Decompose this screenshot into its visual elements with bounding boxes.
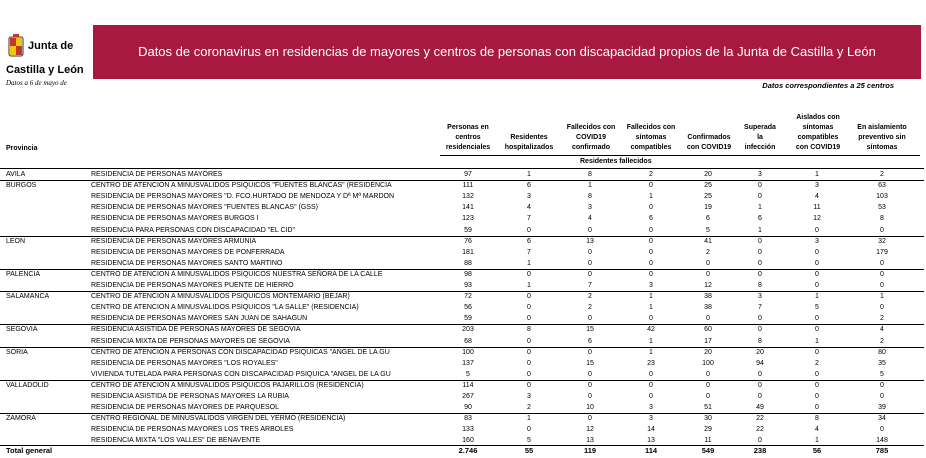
table-row xyxy=(0,248,926,257)
cell-fallecidos-confirmado: 0 xyxy=(588,371,592,378)
row-center: RESIDENCIA ASISTIDA DE PERSONAS MAYORES LA RUBIA xyxy=(91,393,289,400)
cell-aislamiento: 2 xyxy=(880,315,884,322)
cell-fallecidos-sintomas: 1 xyxy=(649,338,653,345)
cell-personas: 97 xyxy=(464,171,472,178)
cell-fallecidos-confirmado: 1 xyxy=(588,182,592,189)
table-row xyxy=(0,414,926,423)
cell-personas: 59 xyxy=(464,315,472,322)
cell-aislamiento: 1 xyxy=(880,293,884,300)
cell-confirmados: 100 xyxy=(702,360,714,367)
row-center: RESIDENCIA DE PERSONAS MAYORES SAN JUAN DE SAHAGUN xyxy=(91,315,308,322)
table-row xyxy=(0,226,926,235)
cell-aislamiento: 35 xyxy=(878,360,886,367)
cell-superada: 49 xyxy=(756,404,764,411)
table-row xyxy=(0,203,926,212)
row-center: RESIDENCIA DE PERSONAS MAYORES "FUENTES BLANCAS" (GSS) xyxy=(91,204,318,211)
table-row xyxy=(0,181,926,190)
cell-superada: 7 xyxy=(758,304,762,311)
cell-confirmados: 30 xyxy=(704,415,712,422)
cell-aislados: 0 xyxy=(815,393,819,400)
header-provincia: Provincia xyxy=(6,145,38,152)
cell-superada: 8 xyxy=(758,338,762,345)
cell-fallecidos-sintomas: 0 xyxy=(649,393,653,400)
cell-aislamiento: 0 xyxy=(880,304,884,311)
header-superada: Superada la infección xyxy=(744,124,776,151)
header-confirmados: Confirmados con COVID19 xyxy=(686,134,732,151)
cell-fallecidos-sintomas: 6 xyxy=(649,215,653,222)
cell-fallecidos-sintomas: 1 xyxy=(649,304,653,311)
cell-hospitalizados: 4 xyxy=(527,204,531,211)
cell-hospitalizados: 7 xyxy=(527,249,531,256)
cell-aislados: 0 xyxy=(815,371,819,378)
row-province: SEGOVIA xyxy=(6,326,38,333)
row-center: VIVIENDA TUTELADA PARA PERSONAS CON DISCAPACIDAD PSIQUICA "ANGEL DE LA GU xyxy=(91,371,391,378)
logo-line1: Junta de xyxy=(28,40,74,52)
cell-aislamiento: 2 xyxy=(880,171,884,178)
cell-superada: 0 xyxy=(758,260,762,267)
cell-superada: 6 xyxy=(758,215,762,222)
cell-aislados: 0 xyxy=(815,249,819,256)
total-fallecidos-sintomas: 114 xyxy=(644,446,658,455)
cell-personas: 111 xyxy=(462,182,474,189)
cell-fallecidos-sintomas: 2 xyxy=(649,171,653,178)
cell-aislamiento: 53 xyxy=(878,204,886,211)
cell-fallecidos-sintomas: 3 xyxy=(649,415,653,422)
cell-confirmados: 0 xyxy=(706,382,710,389)
cell-personas: 88 xyxy=(464,260,472,267)
cell-aislados: 0 xyxy=(815,326,819,333)
cell-confirmados: 12 xyxy=(704,282,712,289)
cell-fallecidos-sintomas: 0 xyxy=(649,227,653,234)
table-row xyxy=(0,425,926,434)
cell-personas: 100 xyxy=(462,349,474,356)
row-center: RESIDENCIA DE PERSONAS MAYORES SANTO MARTINO xyxy=(91,260,283,267)
cell-personas: 83 xyxy=(464,415,472,422)
cell-fallecidos-confirmado: 0 xyxy=(588,315,592,322)
table-row xyxy=(0,370,926,379)
cell-hospitalizados: 0 xyxy=(527,360,531,367)
cell-aislamiento: 0 xyxy=(880,382,884,389)
cell-confirmados: 0 xyxy=(706,271,710,278)
cell-hospitalizados: 2 xyxy=(527,404,531,411)
cell-fallecidos-confirmado: 2 xyxy=(588,293,592,300)
cell-fallecidos-sintomas: 14 xyxy=(647,426,655,433)
title-banner xyxy=(93,25,921,79)
table-row xyxy=(0,281,926,290)
cell-superada: 0 xyxy=(758,382,762,389)
cell-fallecidos-sintomas: 13 xyxy=(647,437,655,444)
cell-fallecidos-confirmado: 0 xyxy=(588,271,592,278)
header-aislados: Aislados con síntomas compatibles con COVID19 xyxy=(795,114,841,151)
cell-hospitalizados: 6 xyxy=(527,238,531,245)
cell-aislamiento: 179 xyxy=(876,249,888,256)
cell-aislados: 0 xyxy=(815,227,819,234)
cell-aislamiento: 0 xyxy=(880,271,884,278)
cell-confirmados: 6 xyxy=(706,215,710,222)
cell-fallecidos-confirmado: 0 xyxy=(588,349,592,356)
cell-fallecidos-confirmado: 3 xyxy=(588,204,592,211)
header-fallecidos-sintomas: Fallecidos con síntomas compatibles xyxy=(626,124,676,151)
table-row xyxy=(0,392,926,401)
cell-aislados: 0 xyxy=(815,271,819,278)
table-row xyxy=(0,436,926,445)
cell-fallecidos-confirmado: 8 xyxy=(588,193,592,200)
cell-confirmados: 20 xyxy=(704,349,712,356)
total-confirmados: 549 xyxy=(701,446,715,455)
cell-aislamiento: 0 xyxy=(880,260,884,267)
row-center: CENTRO DE ATENCION A MINUSVALIDOS PSIQUICOS "LA SALLE" (RESIDENCIA) xyxy=(91,304,359,311)
cell-personas: 76 xyxy=(464,238,472,245)
cell-hospitalizados: 0 xyxy=(527,227,531,234)
cell-fallecidos-sintomas: 3 xyxy=(649,404,653,411)
cell-confirmados: 51 xyxy=(704,404,712,411)
row-center: RESIDENCIA DE PERSONAS MAYORES ARMUNIA xyxy=(91,238,257,245)
cell-aislamiento: 103 xyxy=(876,193,888,200)
cell-personas: 90 xyxy=(464,404,472,411)
cell-aislados: 0 xyxy=(815,382,819,389)
row-center: RESIDENCIA DE PERSONAS MAYORES "LOS ROYALES" xyxy=(91,360,278,367)
cell-superada: 0 xyxy=(758,326,762,333)
cell-confirmados: 0 xyxy=(706,371,710,378)
cell-fallecidos-sintomas: 0 xyxy=(649,382,653,389)
cell-confirmados: 41 xyxy=(704,238,712,245)
table-row xyxy=(0,314,926,323)
cell-confirmados: 2 xyxy=(706,249,710,256)
cell-confirmados: 38 xyxy=(704,304,712,311)
row-center: RESIDENCIA DE PERSONAS MAYORES DE PARQUESOL xyxy=(91,404,280,411)
cell-fallecidos-sintomas: 0 xyxy=(649,371,653,378)
cell-aislados: 5 xyxy=(815,304,819,311)
cell-aislados: 2 xyxy=(815,360,819,367)
cell-superada: 1 xyxy=(758,204,762,211)
cell-hospitalizados: 1 xyxy=(527,282,531,289)
row-center: RESIDENCIA ASISTIDA DE PERSONAS MAYORES DE SEGOVIA xyxy=(91,326,301,333)
cell-hospitalizados: 1 xyxy=(527,171,531,178)
row-province: BURGOS xyxy=(6,182,37,189)
cell-aislamiento: 80 xyxy=(878,349,886,356)
row-center: CENTRO DE ATENCION A PERSONAS CON DISCAPACIDAD PSIQUICAS "ANGEL DE LA GU xyxy=(91,349,390,356)
cell-personas: 160 xyxy=(462,437,474,444)
table-row xyxy=(0,325,926,334)
row-province: PALENCIA xyxy=(6,271,41,278)
cell-aislados: 0 xyxy=(815,404,819,411)
cell-personas: 93 xyxy=(464,282,472,289)
total-aislamiento: 785 xyxy=(875,446,889,455)
cell-superada: 22 xyxy=(756,415,764,422)
cell-aislamiento: 4 xyxy=(880,326,884,333)
cell-hospitalizados: 0 xyxy=(527,315,531,322)
row-center: CENTRO DE ATENCION A MINUSVALIDOS PSIQUICOS "FUENTES BLANCAS" (RESIDENCIA xyxy=(91,182,392,189)
cell-hospitalizados: 0 xyxy=(527,293,531,300)
cell-fallecidos-sintomas: 0 xyxy=(649,260,653,267)
cell-fallecidos-confirmado: 0 xyxy=(588,415,592,422)
cell-fallecidos-sintomas: 0 xyxy=(649,204,653,211)
row-center: RESIDENCIA DE PERSONAS MAYORES BURGOS I xyxy=(91,215,259,222)
row-center: RESIDENCIA PARA PERSONAS CON DISCAPACIDAD "EL CID" xyxy=(91,227,295,234)
cell-superada: 0 xyxy=(758,393,762,400)
cell-fallecidos-confirmado: 4 xyxy=(588,215,592,222)
total-personas: 2.746 xyxy=(458,446,478,455)
table-row xyxy=(0,348,926,357)
cell-superada: 20 xyxy=(756,349,764,356)
cell-aislados: 1 xyxy=(815,293,819,300)
row-center: CENTRO DE ATENCION A MINUSVALIDOS PSIQUICOS NUESTRA SEÑORA DE LA CALLE xyxy=(91,271,383,278)
cell-confirmados: 5 xyxy=(706,227,710,234)
cell-fallecidos-sintomas: 42 xyxy=(647,326,655,333)
cell-personas: 132 xyxy=(462,193,474,200)
cell-confirmados: 60 xyxy=(704,326,712,333)
cell-personas: 203 xyxy=(462,326,474,333)
cell-fallecidos-sintomas: 0 xyxy=(649,182,653,189)
total-superada: 238 xyxy=(753,446,767,455)
cell-confirmados: 0 xyxy=(706,260,710,267)
row-province: AVILA xyxy=(6,171,26,178)
cell-superada: 0 xyxy=(758,437,762,444)
cell-fallecidos-confirmado: 0 xyxy=(588,393,592,400)
cell-fallecidos-sintomas: 0 xyxy=(649,271,653,278)
cell-fallecidos-confirmado: 12 xyxy=(586,426,594,433)
cell-hospitalizados: 7 xyxy=(527,215,531,222)
table-row xyxy=(0,170,926,179)
cell-aislados: 11 xyxy=(813,204,821,211)
cell-confirmados: 20 xyxy=(704,171,712,178)
row-center: RESIDENCIA DE PERSONAS MAYORES PUENTE DE HIERRO xyxy=(91,282,294,289)
total-fallecidos-confirmado: 119 xyxy=(583,446,597,455)
cell-fallecidos-confirmado: 15 xyxy=(586,326,594,333)
row-center: CENTRO DE ATENCION A MINUSVALIDOS PSIQUICOS MONTEMARIO (BEJAR) xyxy=(91,293,350,300)
cell-superada: 8 xyxy=(758,282,762,289)
cell-fallecidos-confirmado: 7 xyxy=(588,282,592,289)
cell-superada: 0 xyxy=(758,315,762,322)
cell-hospitalizados: 3 xyxy=(527,393,531,400)
cell-personas: 114 xyxy=(462,382,474,389)
cell-fallecidos-sintomas: 1 xyxy=(649,349,653,356)
table-row xyxy=(0,270,926,279)
cell-personas: 59 xyxy=(464,227,472,234)
cell-fallecidos-confirmado: 0 xyxy=(588,227,592,234)
table-row xyxy=(0,214,926,223)
cell-hospitalizados: 1 xyxy=(527,415,531,422)
cell-aislados: 0 xyxy=(815,260,819,267)
cell-fallecidos-sintomas: 3 xyxy=(649,282,653,289)
table-row xyxy=(0,292,926,301)
cell-aislamiento: 5 xyxy=(880,371,884,378)
row-province: SALAMANCA xyxy=(6,293,50,300)
row-center: RESIDENCIA DE PERSONAS MAYORES DE PONFERRADA xyxy=(91,249,285,256)
cell-superada: 3 xyxy=(758,171,762,178)
cell-personas: 56 xyxy=(464,304,472,311)
cell-aislamiento: 8 xyxy=(880,215,884,222)
cell-personas: 5 xyxy=(466,371,470,378)
row-center: CENTRO REGIONAL DE MINUSVALIDOS VIRGEN DEL YERMO (RESIDENCIA) xyxy=(91,415,346,422)
row-center: RESIDENCIA MIXTA DE PERSONAS MAYORES DE SEGOVIA xyxy=(91,338,290,345)
table-top-rule xyxy=(0,168,924,169)
cell-personas: 98 xyxy=(464,271,472,278)
cell-superada: 1 xyxy=(758,227,762,234)
centers-note: Datos correspondientes a 25 centros xyxy=(762,81,894,90)
cell-hospitalizados: 1 xyxy=(527,260,531,267)
cell-aislamiento: 2 xyxy=(880,338,884,345)
cell-personas: 123 xyxy=(462,215,474,222)
cell-confirmados: 25 xyxy=(704,193,712,200)
cell-superada: 22 xyxy=(756,426,764,433)
cell-fallecidos-confirmado: 15 xyxy=(586,360,594,367)
cell-fallecidos-sintomas: 1 xyxy=(649,193,653,200)
table-row xyxy=(0,192,926,201)
cell-personas: 72 xyxy=(464,293,472,300)
cell-fallecidos-confirmado: 13 xyxy=(586,437,594,444)
cell-aislados: 0 xyxy=(815,282,819,289)
table-row xyxy=(0,381,926,390)
cell-aislados: 4 xyxy=(815,426,819,433)
junta-logo xyxy=(6,30,86,80)
banner-title: Datos de coronavirus en residencias de mayores y centros de personas con discapacidad propios de la Junta de Castilla y León xyxy=(138,44,876,59)
cell-hospitalizados: 0 xyxy=(527,426,531,433)
row-center: CENTRO DE ATENCION A MINUSVALIDOS PSIQUICOS PAJARILLOS (RESIDENCIA) xyxy=(91,382,364,389)
row-province: ZAMORA xyxy=(6,415,36,422)
cell-superada: 3 xyxy=(758,293,762,300)
cell-superada: 0 xyxy=(758,371,762,378)
cell-fallecidos-confirmado: 10 xyxy=(586,404,594,411)
total-aislados: 56 xyxy=(812,446,822,455)
cell-superada: 94 xyxy=(756,360,764,367)
cell-confirmados: 0 xyxy=(706,393,710,400)
cell-superada: 0 xyxy=(758,182,762,189)
row-province: VALLADOLID xyxy=(6,382,49,389)
cell-personas: 68 xyxy=(464,338,472,345)
cell-aislados: 4 xyxy=(815,193,819,200)
table-row xyxy=(0,237,926,246)
cell-aislados: 1 xyxy=(815,338,819,345)
cell-superada: 0 xyxy=(758,193,762,200)
cell-confirmados: 11 xyxy=(704,437,712,444)
header-divider xyxy=(440,155,920,156)
cell-confirmados: 0 xyxy=(706,315,710,322)
cell-aislados: 3 xyxy=(815,238,819,245)
cell-superada: 0 xyxy=(758,271,762,278)
cell-superada: 0 xyxy=(758,249,762,256)
cell-aislamiento: 34 xyxy=(878,415,886,422)
row-center: RESIDENCIA MIXTA "LOS VALLES" DE BENAVENTE xyxy=(91,437,261,444)
cell-fallecidos-sintomas: 0 xyxy=(649,249,653,256)
cell-aislados: 0 xyxy=(815,315,819,322)
header-personas: Personas en centros residenciales xyxy=(445,124,491,151)
cell-fallecidos-sintomas: 23 xyxy=(647,360,655,367)
cell-fallecidos-confirmado: 13 xyxy=(586,238,594,245)
cell-fallecidos-confirmado: 6 xyxy=(588,338,592,345)
cell-hospitalizados: 6 xyxy=(527,182,531,189)
cell-aislados: 0 xyxy=(815,349,819,356)
cell-hospitalizados: 0 xyxy=(527,338,531,345)
residentes-fallecidos-label: Residentes fallecidos xyxy=(580,158,652,165)
table-row xyxy=(0,259,926,268)
total-row xyxy=(0,446,926,456)
cell-personas: 141 xyxy=(462,204,474,211)
cell-personas: 133 xyxy=(462,426,474,433)
cell-aislamiento: 32 xyxy=(878,238,886,245)
cell-personas: 181 xyxy=(462,249,474,256)
cell-confirmados: 38 xyxy=(704,293,712,300)
cell-aislados: 3 xyxy=(815,182,819,189)
cell-confirmados: 19 xyxy=(704,204,712,211)
header-fallecidos-confirmado: Fallecidos con COVID19 confirmado xyxy=(566,124,616,151)
cell-fallecidos-sintomas: 0 xyxy=(649,238,653,245)
logo-line2: Castilla y León xyxy=(6,64,84,76)
cell-aislamiento: 0 xyxy=(880,426,884,433)
cell-confirmados: 29 xyxy=(704,426,712,433)
cell-superada: 0 xyxy=(758,238,762,245)
total-label: Total general xyxy=(6,446,53,455)
coat-of-arms-icon xyxy=(8,34,24,58)
cell-aislamiento: 0 xyxy=(880,227,884,234)
date-note: Datos a 6 de mayo de xyxy=(6,79,67,87)
cell-hospitalizados: 0 xyxy=(527,271,531,278)
cell-hospitalizados: 0 xyxy=(527,382,531,389)
cell-hospitalizados: 0 xyxy=(527,371,531,378)
cell-fallecidos-sintomas: 0 xyxy=(649,315,653,322)
cell-hospitalizados: 0 xyxy=(527,304,531,311)
table-row xyxy=(0,337,926,346)
cell-aislados: 8 xyxy=(815,415,819,422)
cell-aislamiento: 39 xyxy=(878,404,886,411)
table-row xyxy=(0,403,926,412)
cell-fallecidos-confirmado: 8 xyxy=(588,171,592,178)
cell-aislamiento: 63 xyxy=(878,182,886,189)
cell-fallecidos-confirmado: 2 xyxy=(588,304,592,311)
row-center: RESIDENCIA DE PERSONAS MAYORES "D. FCO.HURTADO DE MENDOZA Y Dª Mª MARDON xyxy=(91,193,395,200)
cell-hospitalizados: 5 xyxy=(527,437,531,444)
cell-hospitalizados: 3 xyxy=(527,193,531,200)
cell-aislamiento: 0 xyxy=(880,393,884,400)
cell-aislados: 1 xyxy=(815,171,819,178)
table-row xyxy=(0,359,926,368)
row-center: RESIDENCIA DE PERSONAS MAYORES xyxy=(91,171,223,178)
cell-fallecidos-confirmado: 0 xyxy=(588,382,592,389)
cell-personas: 137 xyxy=(462,360,474,367)
cell-aislamiento: 148 xyxy=(876,437,888,444)
cell-aislados: 1 xyxy=(815,437,819,444)
cell-aislados: 12 xyxy=(813,215,821,222)
cell-fallecidos-confirmado: 0 xyxy=(588,260,592,267)
row-center: RESIDENCIA DE PERSONAS MAYORES LOS TRES ARBOLES xyxy=(91,426,294,433)
row-province: SORIA xyxy=(6,349,28,356)
total-hospitalizados: 55 xyxy=(524,446,534,455)
cell-confirmados: 25 xyxy=(704,182,712,189)
row-province: LEON xyxy=(6,238,26,245)
header-aislamiento: En aislamiento preventivo sin síntomas xyxy=(857,124,907,151)
cell-confirmados: 17 xyxy=(704,338,712,345)
table-row xyxy=(0,303,926,312)
cell-fallecidos-sintomas: 1 xyxy=(649,293,653,300)
cell-hospitalizados: 8 xyxy=(527,326,531,333)
cell-aislamiento: 0 xyxy=(880,282,884,289)
header-hospitalizados: Residentes hospitalizados xyxy=(504,134,554,151)
cell-hospitalizados: 0 xyxy=(527,349,531,356)
cell-personas: 267 xyxy=(462,393,474,400)
cell-fallecidos-confirmado: 0 xyxy=(588,249,592,256)
